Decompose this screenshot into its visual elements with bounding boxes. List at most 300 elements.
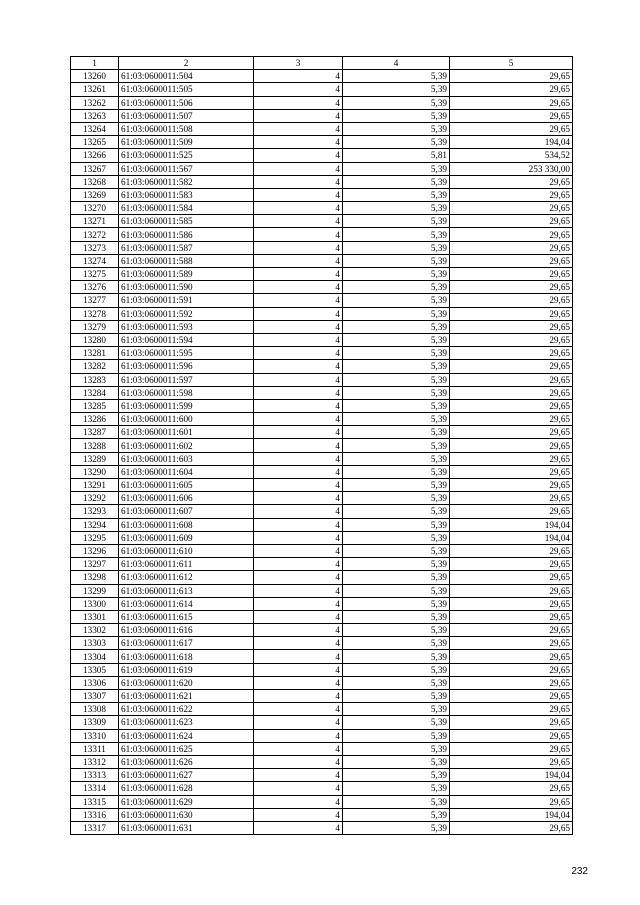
table-cell-col-4: 5,39 <box>343 162 450 175</box>
table-cell-col-2: 61:03:0600011:610 <box>119 544 254 557</box>
table-cell-col-1: 13302 <box>71 624 119 637</box>
table-cell-col-5: 29,65 <box>450 663 573 676</box>
table-cell-col-5: 29,65 <box>450 821 573 834</box>
table-cell-col-3: 4 <box>254 505 343 518</box>
table-cell-col-5: 29,65 <box>450 175 573 188</box>
table-cell-col-2: 61:03:0600011:624 <box>119 729 254 742</box>
table-cell-col-3: 4 <box>254 281 343 294</box>
table-cell-col-2: 61:03:0600011:606 <box>119 492 254 505</box>
table-cell-col-4: 5,39 <box>343 109 450 122</box>
table-cell-col-4: 5,39 <box>343 518 450 531</box>
table-cell-col-5: 29,65 <box>450 294 573 307</box>
table-cell-col-4: 5,39 <box>343 544 450 557</box>
table-cell-col-2: 61:03:0600011:525 <box>119 149 254 162</box>
table-cell-col-1: 13304 <box>71 650 119 663</box>
table-cell-col-1: 13293 <box>71 505 119 518</box>
table-cell-col-3: 4 <box>254 479 343 492</box>
table-cell-col-1: 13271 <box>71 215 119 228</box>
table-cell-col-5: 29,65 <box>450 610 573 623</box>
table-row <box>71 241 573 254</box>
table-cell-col-4: 5,39 <box>343 492 450 505</box>
table-cell-col-4: 5,39 <box>343 281 450 294</box>
table-cell-col-2: 61:03:0600011:616 <box>119 624 254 637</box>
table-cell-col-4: 5,39 <box>343 808 450 821</box>
table-cell-col-2: 61:03:0600011:596 <box>119 360 254 373</box>
table-row <box>71 571 573 584</box>
table-cell-col-2: 61:03:0600011:618 <box>119 650 254 663</box>
table-row <box>71 347 573 360</box>
table-cell-col-1: 13291 <box>71 479 119 492</box>
table-cell-col-5: 29,65 <box>450 755 573 768</box>
table-row <box>71 413 573 426</box>
table-cell-col-4: 5,39 <box>343 742 450 755</box>
table-cell-col-5: 29,65 <box>450 254 573 267</box>
table-cell-col-3: 4 <box>254 465 343 478</box>
table-cell-col-3: 4 <box>254 821 343 834</box>
table-cell-col-3: 4 <box>254 268 343 281</box>
table-cell-col-5: 29,65 <box>450 202 573 215</box>
table-row <box>71 162 573 175</box>
table-cell-col-1: 13308 <box>71 703 119 716</box>
table-row <box>71 663 573 676</box>
table-row <box>71 690 573 703</box>
table-cell-col-2: 61:03:0600011:608 <box>119 518 254 531</box>
table-cell-col-5: 29,65 <box>450 782 573 795</box>
table-cell-col-2: 61:03:0600011:613 <box>119 584 254 597</box>
column-header-5: 5 <box>450 57 573 70</box>
table-cell-col-3: 4 <box>254 202 343 215</box>
table-cell-col-3: 4 <box>254 584 343 597</box>
table-cell-col-5: 29,65 <box>450 795 573 808</box>
table-cell-col-1: 13279 <box>71 320 119 333</box>
table-row <box>71 597 573 610</box>
table-cell-col-3: 4 <box>254 320 343 333</box>
table-cell-col-4: 5,39 <box>343 716 450 729</box>
table-cell-col-3: 4 <box>254 399 343 412</box>
table-cell-col-3: 4 <box>254 149 343 162</box>
table-cell-col-4: 5,39 <box>343 584 450 597</box>
table-row <box>71 320 573 333</box>
table-cell-col-4: 5,39 <box>343 215 450 228</box>
table-cell-col-1: 13270 <box>71 202 119 215</box>
table-cell-col-4: 5,39 <box>343 347 450 360</box>
table-cell-col-2: 61:03:0600011:605 <box>119 479 254 492</box>
table-cell-col-4: 5,39 <box>343 663 450 676</box>
table-row <box>71 399 573 412</box>
table-cell-col-5: 29,65 <box>450 703 573 716</box>
table-cell-col-4: 5,39 <box>343 360 450 373</box>
table-cell-col-1: 13303 <box>71 637 119 650</box>
table-cell-col-2: 61:03:0600011:600 <box>119 413 254 426</box>
table-cell-col-4: 5,39 <box>343 505 450 518</box>
table-row <box>71 307 573 320</box>
table-cell-col-3: 4 <box>254 122 343 135</box>
table-row <box>71 175 573 188</box>
table-body <box>71 70 573 835</box>
table-cell-col-1: 13299 <box>71 584 119 597</box>
table-cell-col-4: 5,39 <box>343 571 450 584</box>
table-cell-col-3: 4 <box>254 650 343 663</box>
table-cell-col-4: 5,39 <box>343 439 450 452</box>
table-row <box>71 676 573 689</box>
table-cell-col-4: 5,39 <box>343 136 450 149</box>
table-cell-col-1: 13290 <box>71 465 119 478</box>
table-cell-col-1: 13281 <box>71 347 119 360</box>
table-cell-col-5: 29,65 <box>450 571 573 584</box>
table-cell-col-3: 4 <box>254 663 343 676</box>
table-cell-col-2: 61:03:0600011:584 <box>119 202 254 215</box>
table-cell-col-5: 29,65 <box>450 122 573 135</box>
table-cell-col-5: 29,65 <box>450 281 573 294</box>
table-cell-col-5: 29,65 <box>450 479 573 492</box>
table-cell-col-5: 29,65 <box>450 637 573 650</box>
table-row <box>71 188 573 201</box>
page-number: 232 <box>571 866 588 877</box>
table-cell-col-2: 61:03:0600011:626 <box>119 755 254 768</box>
table-cell-col-3: 4 <box>254 70 343 83</box>
table-cell-col-1: 13262 <box>71 96 119 109</box>
table-cell-col-2: 61:03:0600011:504 <box>119 70 254 83</box>
table-cell-col-4: 5,39 <box>343 769 450 782</box>
table-cell-col-3: 4 <box>254 162 343 175</box>
table-cell-col-3: 4 <box>254 676 343 689</box>
table-cell-col-2: 61:03:0600011:582 <box>119 175 254 188</box>
table-cell-col-4: 5,39 <box>343 465 450 478</box>
table-row <box>71 294 573 307</box>
table-cell-col-5: 29,65 <box>450 228 573 241</box>
table-cell-col-4: 5,39 <box>343 703 450 716</box>
table-cell-col-4: 5,39 <box>343 597 450 610</box>
table-cell-col-2: 61:03:0600011:622 <box>119 703 254 716</box>
table-cell-col-5: 29,65 <box>450 373 573 386</box>
table-cell-col-3: 4 <box>254 254 343 267</box>
table-cell-col-3: 4 <box>254 742 343 755</box>
table-cell-col-1: 13282 <box>71 360 119 373</box>
table-cell-col-2: 61:03:0600011:591 <box>119 294 254 307</box>
table-cell-col-3: 4 <box>254 492 343 505</box>
table-cell-col-2: 61:03:0600011:508 <box>119 122 254 135</box>
table-cell-col-2: 61:03:0600011:621 <box>119 690 254 703</box>
table-cell-col-5: 29,65 <box>450 452 573 465</box>
table-cell-col-1: 13317 <box>71 821 119 834</box>
table-cell-col-2: 61:03:0600011:630 <box>119 808 254 821</box>
table-cell-col-2: 61:03:0600011:629 <box>119 795 254 808</box>
table-cell-col-5: 29,65 <box>450 320 573 333</box>
table-cell-col-1: 13275 <box>71 268 119 281</box>
table-cell-col-5: 29,65 <box>450 439 573 452</box>
table-cell-col-3: 4 <box>254 109 343 122</box>
table-row <box>71 742 573 755</box>
table-row <box>71 769 573 782</box>
table-cell-col-3: 4 <box>254 188 343 201</box>
table-cell-col-3: 4 <box>254 531 343 544</box>
table-cell-col-3: 4 <box>254 716 343 729</box>
column-header-1: 1 <box>71 57 119 70</box>
table-cell-col-4: 5,39 <box>343 175 450 188</box>
table-cell-col-1: 13311 <box>71 742 119 755</box>
table-row <box>71 202 573 215</box>
table-cell-col-4: 5,39 <box>343 83 450 96</box>
table-cell-col-4: 5,39 <box>343 373 450 386</box>
table-cell-col-3: 4 <box>254 690 343 703</box>
table-cell-col-1: 13313 <box>71 769 119 782</box>
header-row <box>71 57 573 70</box>
table-cell-col-3: 4 <box>254 782 343 795</box>
table-cell-col-4: 5,39 <box>343 268 450 281</box>
table-cell-col-5: 29,65 <box>450 742 573 755</box>
table-cell-col-1: 13284 <box>71 386 119 399</box>
table-cell-col-1: 13306 <box>71 676 119 689</box>
table-cell-col-3: 4 <box>254 96 343 109</box>
table-cell-col-4: 5,39 <box>343 333 450 346</box>
table-cell-col-1: 13285 <box>71 399 119 412</box>
table-row <box>71 505 573 518</box>
table-cell-col-1: 13288 <box>71 439 119 452</box>
table-cell-col-5: 29,65 <box>450 426 573 439</box>
table-cell-col-2: 61:03:0600011:595 <box>119 347 254 360</box>
table-cell-col-2: 61:03:0600011:612 <box>119 571 254 584</box>
table-row <box>71 716 573 729</box>
table-cell-col-5: 253 330,00 <box>450 162 573 175</box>
table-cell-col-2: 61:03:0600011:609 <box>119 531 254 544</box>
table-cell-col-4: 5,39 <box>343 70 450 83</box>
table-cell-col-2: 61:03:0600011:585 <box>119 215 254 228</box>
table-cell-col-5: 29,65 <box>450 729 573 742</box>
table-cell-col-2: 61:03:0600011:599 <box>119 399 254 412</box>
table-row <box>71 70 573 83</box>
table-cell-col-1: 13294 <box>71 518 119 531</box>
table-cell-col-1: 13292 <box>71 492 119 505</box>
table-cell-col-1: 13286 <box>71 413 119 426</box>
table-cell-col-2: 61:03:0600011:611 <box>119 558 254 571</box>
table-cell-col-4: 5,39 <box>343 637 450 650</box>
table-cell-col-3: 4 <box>254 558 343 571</box>
table-cell-col-4: 5,39 <box>343 228 450 241</box>
table-cell-col-1: 13287 <box>71 426 119 439</box>
table-cell-col-4: 5,39 <box>343 413 450 426</box>
table-cell-col-5: 29,65 <box>450 584 573 597</box>
table-row <box>71 624 573 637</box>
table-cell-col-3: 4 <box>254 729 343 742</box>
table-cell-col-2: 61:03:0600011:598 <box>119 386 254 399</box>
table-cell-col-5: 29,65 <box>450 241 573 254</box>
table-cell-col-5: 534,52 <box>450 149 573 162</box>
table-row <box>71 386 573 399</box>
table-row <box>71 136 573 149</box>
table-cell-col-4: 5,39 <box>343 96 450 109</box>
table-cell-col-3: 4 <box>254 703 343 716</box>
table-cell-col-5: 29,65 <box>450 360 573 373</box>
table-cell-col-1: 13267 <box>71 162 119 175</box>
table-row <box>71 228 573 241</box>
table-row <box>71 426 573 439</box>
table-cell-col-2: 61:03:0600011:507 <box>119 109 254 122</box>
table-row <box>71 637 573 650</box>
table-cell-col-3: 4 <box>254 426 343 439</box>
table-cell-col-2: 61:03:0600011:590 <box>119 281 254 294</box>
table-cell-col-2: 61:03:0600011:617 <box>119 637 254 650</box>
table-cell-col-3: 4 <box>254 439 343 452</box>
table-cell-col-5: 194,04 <box>450 769 573 782</box>
table-cell-col-3: 4 <box>254 755 343 768</box>
table-row <box>71 518 573 531</box>
table-cell-col-3: 4 <box>254 637 343 650</box>
table-cell-col-2: 61:03:0600011:604 <box>119 465 254 478</box>
table-cell-col-5: 194,04 <box>450 518 573 531</box>
table-cell-col-3: 4 <box>254 241 343 254</box>
table-cell-col-3: 4 <box>254 136 343 149</box>
table-row <box>71 333 573 346</box>
table-cell-col-1: 13289 <box>71 452 119 465</box>
table-cell-col-1: 13296 <box>71 544 119 557</box>
table-cell-col-2: 61:03:0600011:602 <box>119 439 254 452</box>
table-cell-col-1: 13276 <box>71 281 119 294</box>
table-cell-col-4: 5,39 <box>343 294 450 307</box>
table-cell-col-1: 13310 <box>71 729 119 742</box>
table-cell-col-3: 4 <box>254 373 343 386</box>
table-cell-col-4: 5,39 <box>343 479 450 492</box>
table-cell-col-2: 61:03:0600011:583 <box>119 188 254 201</box>
data-table <box>70 56 573 835</box>
table-cell-col-1: 13316 <box>71 808 119 821</box>
table-row <box>71 439 573 452</box>
table-cell-col-5: 194,04 <box>450 531 573 544</box>
table-row <box>71 821 573 834</box>
table-cell-col-5: 194,04 <box>450 808 573 821</box>
table-cell-col-4: 5,39 <box>343 386 450 399</box>
table-cell-col-3: 4 <box>254 610 343 623</box>
table-cell-col-5: 29,65 <box>450 558 573 571</box>
table-row <box>71 254 573 267</box>
table-cell-col-3: 4 <box>254 597 343 610</box>
table-row <box>71 373 573 386</box>
table-cell-col-4: 5,39 <box>343 795 450 808</box>
table-cell-col-1: 13307 <box>71 690 119 703</box>
table-cell-col-1: 13277 <box>71 294 119 307</box>
table-cell-col-5: 29,65 <box>450 188 573 201</box>
table-cell-col-2: 61:03:0600011:505 <box>119 83 254 96</box>
table-cell-col-4: 5,39 <box>343 320 450 333</box>
table-cell-col-3: 4 <box>254 228 343 241</box>
table-cell-col-3: 4 <box>254 769 343 782</box>
table-cell-col-2: 61:03:0600011:628 <box>119 782 254 795</box>
table-cell-col-5: 29,65 <box>450 413 573 426</box>
table-cell-col-5: 29,65 <box>450 597 573 610</box>
table-row <box>71 755 573 768</box>
table-cell-col-5: 29,65 <box>450 676 573 689</box>
table-cell-col-1: 13314 <box>71 782 119 795</box>
table-cell-col-3: 4 <box>254 83 343 96</box>
table-cell-col-4: 5,39 <box>343 241 450 254</box>
table-row <box>71 492 573 505</box>
table-cell-col-3: 4 <box>254 386 343 399</box>
table-row <box>71 96 573 109</box>
table-cell-col-1: 13298 <box>71 571 119 584</box>
table-cell-col-5: 29,65 <box>450 716 573 729</box>
table-row <box>71 703 573 716</box>
table-row <box>71 149 573 162</box>
table-cell-col-5: 29,65 <box>450 307 573 320</box>
table-cell-col-4: 5,39 <box>343 399 450 412</box>
table-cell-col-1: 13268 <box>71 175 119 188</box>
table-row <box>71 584 573 597</box>
table-cell-col-3: 4 <box>254 215 343 228</box>
table-cell-col-4: 5,39 <box>343 690 450 703</box>
column-header-3: 3 <box>254 57 343 70</box>
table-cell-col-4: 5,39 <box>343 729 450 742</box>
table-cell-col-5: 29,65 <box>450 109 573 122</box>
table-row <box>71 83 573 96</box>
table-row <box>71 109 573 122</box>
table-cell-col-4: 5,39 <box>343 624 450 637</box>
table-cell-col-1: 13315 <box>71 795 119 808</box>
table-cell-col-5: 29,65 <box>450 386 573 399</box>
table-cell-col-5: 29,65 <box>450 347 573 360</box>
table-cell-col-1: 13309 <box>71 716 119 729</box>
table-row <box>71 268 573 281</box>
table-cell-col-1: 13261 <box>71 83 119 96</box>
table-row <box>71 465 573 478</box>
table-cell-col-4: 5,39 <box>343 307 450 320</box>
table-cell-col-5: 29,65 <box>450 399 573 412</box>
column-header-2: 2 <box>119 57 254 70</box>
table-cell-col-5: 29,65 <box>450 70 573 83</box>
table-row <box>71 360 573 373</box>
table-cell-col-4: 5,39 <box>343 254 450 267</box>
table-cell-col-5: 29,65 <box>450 268 573 281</box>
table-row <box>71 452 573 465</box>
table-row <box>71 531 573 544</box>
table-cell-col-2: 61:03:0600011:607 <box>119 505 254 518</box>
table-cell-col-1: 13305 <box>71 663 119 676</box>
table-cell-col-3: 4 <box>254 808 343 821</box>
table-cell-col-3: 4 <box>254 413 343 426</box>
table-cell-col-2: 61:03:0600011:506 <box>119 96 254 109</box>
table-cell-col-3: 4 <box>254 294 343 307</box>
table-cell-col-2: 61:03:0600011:601 <box>119 426 254 439</box>
table-cell-col-1: 13278 <box>71 307 119 320</box>
table-cell-col-5: 194,04 <box>450 136 573 149</box>
table-cell-col-1: 13283 <box>71 373 119 386</box>
table-cell-col-3: 4 <box>254 307 343 320</box>
table-cell-col-2: 61:03:0600011:567 <box>119 162 254 175</box>
table-cell-col-1: 13295 <box>71 531 119 544</box>
table-cell-col-4: 5,39 <box>343 610 450 623</box>
table-cell-col-4: 5,39 <box>343 426 450 439</box>
table-cell-col-1: 13301 <box>71 610 119 623</box>
table-cell-col-4: 5,39 <box>343 558 450 571</box>
table-cell-col-5: 29,65 <box>450 83 573 96</box>
table-cell-col-1: 13280 <box>71 333 119 346</box>
table-cell-col-1: 13300 <box>71 597 119 610</box>
table-cell-col-3: 4 <box>254 571 343 584</box>
table-cell-col-4: 5,39 <box>343 821 450 834</box>
table-cell-col-5: 29,65 <box>450 624 573 637</box>
table-cell-col-2: 61:03:0600011:509 <box>119 136 254 149</box>
table-cell-col-3: 4 <box>254 795 343 808</box>
table-cell-col-5: 29,65 <box>450 96 573 109</box>
table-cell-col-4: 5,39 <box>343 202 450 215</box>
table-cell-col-5: 29,65 <box>450 215 573 228</box>
table-cell-col-2: 61:03:0600011:594 <box>119 333 254 346</box>
table-row <box>71 782 573 795</box>
table-cell-col-1: 13274 <box>71 254 119 267</box>
table-cell-col-4: 5,39 <box>343 122 450 135</box>
table-cell-col-2: 61:03:0600011:631 <box>119 821 254 834</box>
table-cell-col-1: 13272 <box>71 228 119 241</box>
table-cell-col-2: 61:03:0600011:603 <box>119 452 254 465</box>
table-cell-col-2: 61:03:0600011:625 <box>119 742 254 755</box>
